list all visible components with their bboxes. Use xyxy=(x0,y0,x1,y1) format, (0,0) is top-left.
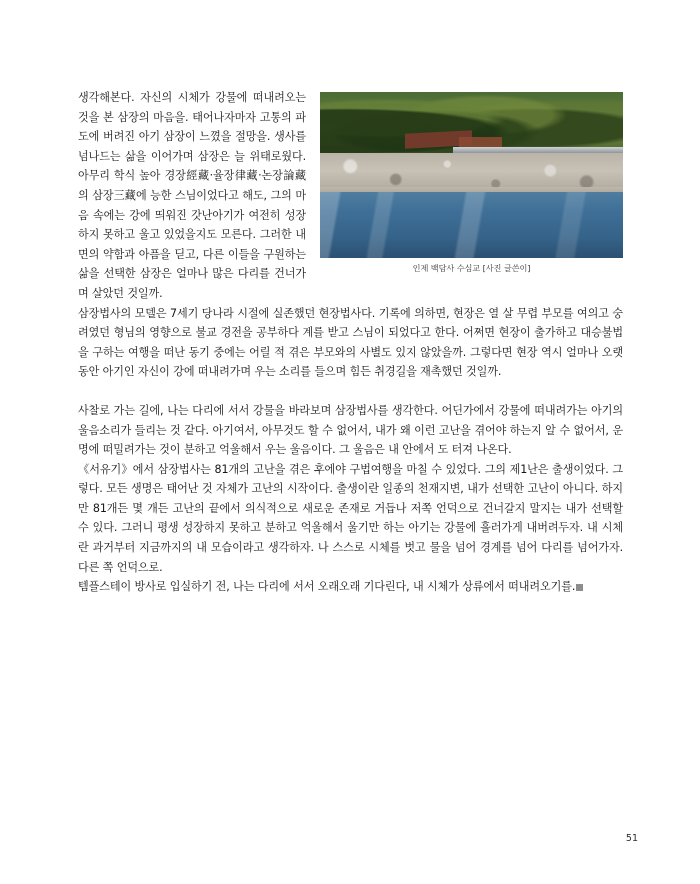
paragraph-5 xyxy=(78,577,623,597)
page-content xyxy=(78,88,623,597)
paragraph-4: 《서유기》에서 삼장법사는 81개의 고난을 겪은 후에야 구법여행을 마칠 수 있었다. 그의 제1난은 출생이었다. 그렇다. 모든 생명은 태어난 것 자체가 고난의 시작이다. 출생이란 일종의 천재지변, 내가 선택한 고난이 아니다. 하지만 81개든 몇 개든 고난의 끝에서 의식적으로 새로운 존재로 거듭나 저쪽 언덕으로 건너갈지 말지는 내가 선택할 수 있다. 그러니 평생 성장하지 못하고 분하고 억울해서 울기만 하는 아기는 강물에 흘러가게 내버려두자. 내 시체란 과거부터 지금까지의 내 모습이라고 생각하자. 나 스스로 시체를 벗고 물을 넘어 경계를 넘어 다리를 넘어가자. 다른 쪽 언덕으로. xyxy=(78,462,623,574)
paragraph-spacer-1 xyxy=(78,382,623,401)
paragraph-3: 사찰로 가는 길에, 나는 다리에 서서 강물을 바라보며 삼장법사를 생각한다. 어딘가에서 강물에 떠내려가는 아기의 울음소리가 들리는 것 같다. 아기여서, 아무것도 할 수 없어서, 내가 왜 이런 고난을 겪어야 하는지 알 수 없어서, 운명에 떠밀려가는 것이 분하고 억울해서 우는 울음이다. 그 울음은 내 안에서 도 터져 나온다. xyxy=(78,403,623,457)
paragraph-1: 생각해본다. 자신의 시체가 강물에 떠내려오는 것을 본 삼장의 마음을. 태어나자마자 고통의 파도에 버려진 아기 삼장이 느꼈을 절망을. 생사를 넘나드는 삶을 이어가며 삼장은 늘 위태로웠다. 아무리 학식 높아 경장經藏·율장律藏·논장論藏의 삼장三藏에 능한 스님이었다고 해도, 그의 마음 속에는 강에 띄워진 갓난아기가 여전히 성장하지 못하고 울고 있었을지도 모른다. 그러한 내면의 약함과 아픔을 딛고, 다른 이들을 구원하는 삶을 선택한 삼장은 얼마나 많은 다리를 건너가며 살았던 것일까. xyxy=(78,91,306,300)
photo-river-water xyxy=(320,192,623,258)
end-mark-icon xyxy=(576,584,583,591)
figure-caption: 인제 백담사 수심교 [사진 글쓴이] xyxy=(412,263,531,273)
paragraph-5-text: 템플스테이 방사로 입실하기 전, 나는 다리에 서서 오래오래 기다린다, 내 시체가 상류에서 떠내려오기를. xyxy=(78,580,576,594)
page-number: 51 xyxy=(625,833,638,844)
figure-river-bridge xyxy=(320,92,623,274)
river-bridge-photo xyxy=(320,92,623,258)
paragraph-2: 삼장법사의 모델은 7세기 당나라 시절에 실존했던 현장법사다. 기록에 의하면, 현장은 열 살 무렵 부모를 여의고 숭려였던 형님의 영향으로 불교 경전을 공부하다 계를 받고 스님이 되었다고 한다. 어쩌면 현장이 출가하고 대승불법을 구하는 여행을 떠난 동기 중에는 어릴 적 겪은 부모와의 사별도 있지 않았을까. 그렇다면 현장 역시 얼마나 오랫동안 아기인 자신이 강에 떠내려가며 우는 소리를 들으며 힘든 취경길을 재촉했던 것일까. xyxy=(78,306,623,379)
